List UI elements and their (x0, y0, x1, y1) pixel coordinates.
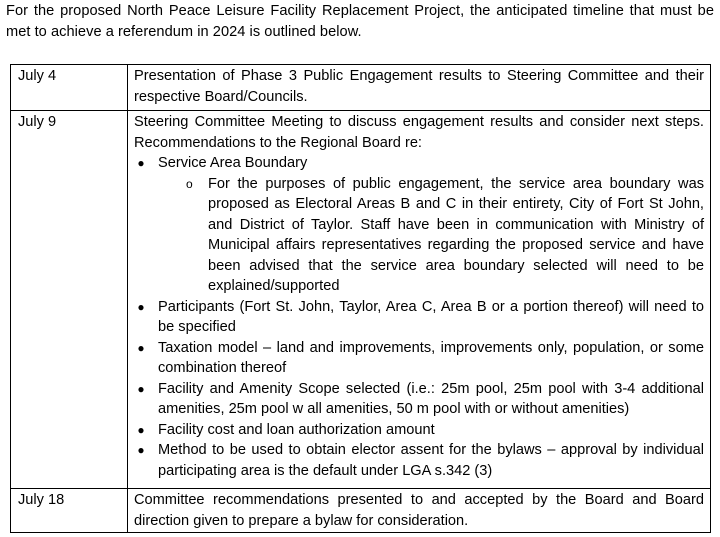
list-item (134, 420, 704, 441)
sub-list (158, 174, 704, 297)
list-item-text: Facility cost and loan authorization amount (158, 421, 435, 438)
list-item (134, 440, 704, 481)
list-item-text: Facility and Amenity Scope selected (i.e.: 25m pool, 25m pool with 3-4 additional amenities, 25m pool w all amenities, 50 m pool with or without amenities) (158, 380, 704, 417)
recommendation-list (134, 153, 704, 481)
hollow-circle-icon: o (186, 176, 193, 191)
list-item-text: Method to be used to obtain elector assent for the bylaws – approval by individual participating area is the default under LGA s.342 (3) (158, 442, 704, 479)
bullet-dot-icon: ● (137, 299, 145, 314)
list-item (134, 297, 704, 338)
list-item (134, 153, 704, 297)
list-item (134, 338, 704, 379)
table-row (11, 65, 711, 111)
list-item-text: Service Area Boundary (158, 155, 308, 171)
bullet-dot-icon: ● (137, 422, 145, 437)
description-cell: Committee recommendations presented to and accepted by the Board and Board direction given to prepare a bylaw for consideration. (128, 489, 711, 533)
date-cell: July 9 (11, 111, 128, 489)
list-item-text: Participants (Fort St. John, Taylor, Area C, Area B or a portion thereof) will need to be specified (158, 298, 704, 335)
list-item-text: Taxation model – land and improvements, improvements only, population, or some combination thereof (158, 339, 704, 376)
bullet-dot-icon: ● (137, 156, 145, 170)
sub-list-item-text: For the purposes of public engagement, the service area boundary was proposed as Electoral Areas B and C in their entirety, City of Fort St John, and District of Taylor. Staff have been in communication with Ministry of Municipal affairs representatives regarding the proposed service and have been advised that the service area boundary selected will need to be explained/supported (208, 175, 704, 294)
table-row (11, 111, 711, 489)
date-cell: July 18 (11, 489, 128, 533)
timeline-table (10, 64, 711, 533)
list-item (134, 379, 704, 420)
table-row (11, 489, 711, 533)
intro-paragraph: For the proposed North Peace Leisure Facility Replacement Project, the anticipated timeline that must be met to achieve a referendum in 2024 is outlined below. (6, 3, 714, 40)
bullet-dot-icon: ● (137, 340, 145, 355)
sub-list-item (158, 174, 704, 297)
date-cell: July 4 (11, 65, 128, 111)
bullet-dot-icon: ● (137, 443, 145, 457)
bullet-dot-icon: ● (137, 381, 145, 396)
description-cell: Presentation of Phase 3 Public Engagement results to Steering Committee and their respective Board/Councils. (128, 65, 711, 111)
description-cell (128, 111, 711, 489)
description-text: Steering Committee Meeting to discuss engagement results and consider next steps. Recommendations to the Regional Board re: (134, 114, 704, 151)
